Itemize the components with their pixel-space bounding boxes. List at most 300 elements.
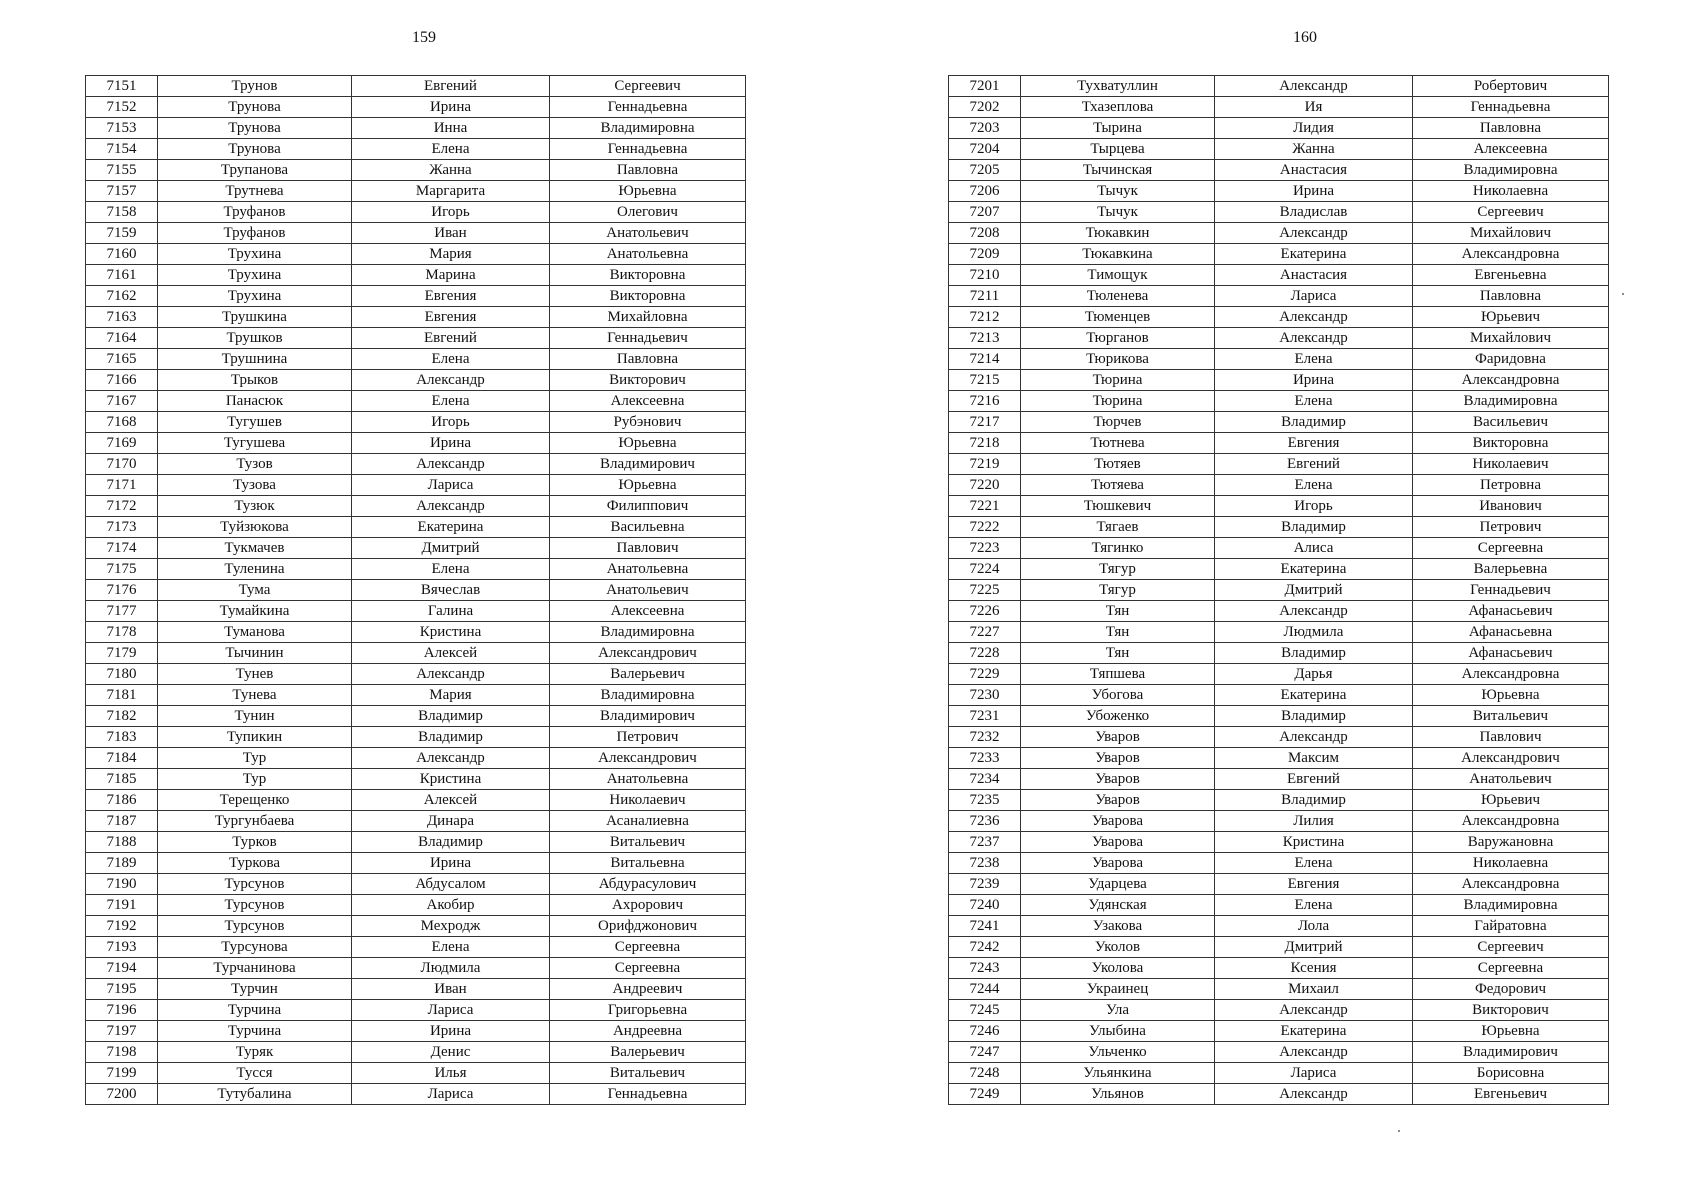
cell-number: 7217 (949, 412, 1021, 433)
cell-number: 7186 (86, 790, 158, 811)
cell-number: 7209 (949, 244, 1021, 265)
cell-given-name: Людмила (352, 958, 550, 979)
cell-surname: Тягаев (1021, 517, 1215, 538)
cell-surname: Туленина (158, 559, 352, 580)
table-row (86, 223, 746, 244)
table-row (86, 769, 746, 790)
cell-given-name: Лариса (1215, 286, 1413, 307)
cell-patronymic: Иванович (1413, 496, 1609, 517)
cell-given-name: Ирина (352, 97, 550, 118)
cell-given-name: Екатерина (1215, 559, 1413, 580)
cell-patronymic: Петрович (1413, 517, 1609, 538)
cell-given-name: Евгений (352, 328, 550, 349)
cell-number: 7207 (949, 202, 1021, 223)
cell-surname: Тимощук (1021, 265, 1215, 286)
table-row (86, 937, 746, 958)
cell-patronymic: Сергеевич (550, 76, 746, 97)
cell-given-name: Елена (1215, 475, 1413, 496)
cell-given-name: Галина (352, 601, 550, 622)
cell-number: 7160 (86, 244, 158, 265)
cell-number: 7203 (949, 118, 1021, 139)
cell-surname: Труфанов (158, 223, 352, 244)
cell-surname: Ульянов (1021, 1084, 1215, 1105)
cell-surname: Турчин (158, 979, 352, 1000)
cell-number: 7197 (86, 1021, 158, 1042)
cell-given-name: Ксения (1215, 958, 1413, 979)
cell-patronymic: Витальевич (1413, 706, 1609, 727)
table-row (86, 748, 746, 769)
cell-surname: Трунов (158, 76, 352, 97)
table-row (949, 160, 1609, 181)
cell-given-name: Маргарита (352, 181, 550, 202)
cell-number: 7154 (86, 139, 158, 160)
cell-patronymic: Борисовна (1413, 1063, 1609, 1084)
cell-number: 7158 (86, 202, 158, 223)
cell-number: 7168 (86, 412, 158, 433)
cell-patronymic: Юрьевна (1413, 685, 1609, 706)
cell-surname: Тюменцев (1021, 307, 1215, 328)
cell-surname: Тума (158, 580, 352, 601)
cell-patronymic: Павловна (550, 160, 746, 181)
cell-surname: Уколов (1021, 937, 1215, 958)
cell-patronymic: Алексеевна (1413, 139, 1609, 160)
cell-number: 7246 (949, 1021, 1021, 1042)
cell-given-name: Александр (352, 370, 550, 391)
cell-surname: Тюкавкин (1021, 223, 1215, 244)
cell-patronymic: Валерьевич (550, 664, 746, 685)
cell-surname: Тюленева (1021, 286, 1215, 307)
cell-patronymic: Александровна (1413, 370, 1609, 391)
cell-number: 7165 (86, 349, 158, 370)
cell-surname: Тюрикова (1021, 349, 1215, 370)
cell-surname: Уварова (1021, 832, 1215, 853)
cell-given-name: Екатерина (1215, 244, 1413, 265)
cell-number: 7166 (86, 370, 158, 391)
table-row (86, 664, 746, 685)
table-row (86, 244, 746, 265)
cell-surname: Трухина (158, 244, 352, 265)
cell-given-name: Елена (1215, 391, 1413, 412)
cell-surname: Тукмачев (158, 538, 352, 559)
cell-given-name: Елена (352, 559, 550, 580)
table-row (86, 1000, 746, 1021)
cell-number: 7226 (949, 601, 1021, 622)
cell-given-name: Акобир (352, 895, 550, 916)
cell-patronymic: Робертович (1413, 76, 1609, 97)
table-row (86, 790, 746, 811)
cell-surname: Уварова (1021, 811, 1215, 832)
table-row (949, 223, 1609, 244)
cell-given-name: Екатерина (1215, 1021, 1413, 1042)
cell-number: 7180 (86, 664, 158, 685)
cell-surname: Тычинин (158, 643, 352, 664)
cell-number: 7247 (949, 1042, 1021, 1063)
table-row (949, 622, 1609, 643)
cell-given-name: Дмитрий (1215, 937, 1413, 958)
cell-number: 7181 (86, 685, 158, 706)
table-row (949, 307, 1609, 328)
cell-given-name: Анастасия (1215, 160, 1413, 181)
cell-number: 7229 (949, 664, 1021, 685)
cell-surname: Тычук (1021, 181, 1215, 202)
roster-table-body (86, 76, 746, 1105)
cell-given-name: Лариса (352, 1084, 550, 1105)
cell-patronymic: Геннадьевна (550, 1084, 746, 1105)
cell-number: 7237 (949, 832, 1021, 853)
table-row (86, 286, 746, 307)
cell-number: 7173 (86, 517, 158, 538)
cell-surname: Тырина (1021, 118, 1215, 139)
cell-surname: Тюкавкина (1021, 244, 1215, 265)
cell-surname: Тутубалина (158, 1084, 352, 1105)
cell-number: 7192 (86, 916, 158, 937)
cell-given-name: Александр (1215, 76, 1413, 97)
cell-patronymic: Олегович (550, 202, 746, 223)
cell-number: 7194 (86, 958, 158, 979)
cell-number: 7187 (86, 811, 158, 832)
cell-number: 7189 (86, 853, 158, 874)
cell-number: 7155 (86, 160, 158, 181)
cell-number: 7153 (86, 118, 158, 139)
cell-surname: Убоженко (1021, 706, 1215, 727)
cell-patronymic: Афанасьевич (1413, 643, 1609, 664)
cell-surname: Трухина (158, 286, 352, 307)
cell-given-name: Александр (352, 454, 550, 475)
cell-given-name: Александр (1215, 328, 1413, 349)
cell-given-name: Кристина (352, 769, 550, 790)
cell-patronymic: Васильевич (1413, 412, 1609, 433)
cell-surname: Тузюк (158, 496, 352, 517)
cell-patronymic: Павловна (550, 349, 746, 370)
table-row (86, 601, 746, 622)
cell-patronymic: Варужановна (1413, 832, 1609, 853)
cell-patronymic: Юрьевна (550, 181, 746, 202)
cell-surname: Тюшкевич (1021, 496, 1215, 517)
cell-surname: Турчанинова (158, 958, 352, 979)
cell-number: 7233 (949, 748, 1021, 769)
cell-given-name: Евгений (1215, 454, 1413, 475)
table-row (86, 475, 746, 496)
cell-number: 7241 (949, 916, 1021, 937)
cell-number: 7167 (86, 391, 158, 412)
table-row (86, 349, 746, 370)
cell-number: 7242 (949, 937, 1021, 958)
cell-given-name: Евгения (352, 286, 550, 307)
cell-patronymic: Витальевна (550, 853, 746, 874)
cell-number: 7172 (86, 496, 158, 517)
cell-number: 7163 (86, 307, 158, 328)
cell-surname: Трунова (158, 118, 352, 139)
cell-surname: Ула (1021, 1000, 1215, 1021)
table-row (949, 496, 1609, 517)
table-row (86, 517, 746, 538)
cell-patronymic: Евгеньевна (1413, 265, 1609, 286)
cell-number: 7244 (949, 979, 1021, 1000)
cell-surname: Тур (158, 769, 352, 790)
cell-surname: Тугушева (158, 433, 352, 454)
cell-patronymic: Викторович (550, 370, 746, 391)
cell-patronymic: Юрьевич (1413, 790, 1609, 811)
cell-patronymic: Павлович (550, 538, 746, 559)
cell-number: 7208 (949, 223, 1021, 244)
cell-number: 7248 (949, 1063, 1021, 1084)
table-row (949, 706, 1609, 727)
cell-surname: Тюрина (1021, 370, 1215, 391)
cell-patronymic: Александрович (550, 643, 746, 664)
cell-surname: Тугушев (158, 412, 352, 433)
table-row (949, 874, 1609, 895)
cell-surname: Ульянкина (1021, 1063, 1215, 1084)
cell-given-name: Александр (1215, 307, 1413, 328)
table-row (949, 643, 1609, 664)
cell-given-name: Александр (1215, 1000, 1413, 1021)
table-row (949, 517, 1609, 538)
page-number: 160 (1293, 29, 1317, 46)
cell-surname: Уваров (1021, 769, 1215, 790)
cell-given-name: Людмила (1215, 622, 1413, 643)
cell-patronymic: Сергеевна (550, 958, 746, 979)
cell-patronymic: Васильевна (550, 517, 746, 538)
cell-patronymic: Евгеньевич (1413, 1084, 1609, 1105)
cell-number: 7215 (949, 370, 1021, 391)
cell-given-name: Ирина (352, 853, 550, 874)
table-row (949, 979, 1609, 1000)
cell-surname: Тунин (158, 706, 352, 727)
cell-patronymic: Павлович (1413, 727, 1609, 748)
cell-patronymic: Валерьевна (1413, 559, 1609, 580)
cell-given-name: Анастасия (1215, 265, 1413, 286)
cell-number: 7175 (86, 559, 158, 580)
cell-given-name: Александр (1215, 727, 1413, 748)
table-row (949, 244, 1609, 265)
cell-number: 7176 (86, 580, 158, 601)
cell-patronymic: Николаевна (1413, 853, 1609, 874)
cell-number: 7179 (86, 643, 158, 664)
cell-patronymic: Афанасьевна (1413, 622, 1609, 643)
cell-number: 7222 (949, 517, 1021, 538)
cell-given-name: Владимир (1215, 643, 1413, 664)
cell-surname: Тягур (1021, 559, 1215, 580)
cell-given-name: Ирина (1215, 181, 1413, 202)
table-row (949, 1000, 1609, 1021)
cell-number: 7162 (86, 286, 158, 307)
cell-surname: Тургунбаева (158, 811, 352, 832)
cell-number: 7232 (949, 727, 1021, 748)
table-row (86, 874, 746, 895)
cell-patronymic: Сергеевна (550, 937, 746, 958)
cell-given-name: Игорь (352, 202, 550, 223)
cell-surname: Ударцева (1021, 874, 1215, 895)
table-row (949, 1063, 1609, 1084)
cell-patronymic: Витальевич (550, 1063, 746, 1084)
cell-surname: Удянская (1021, 895, 1215, 916)
table-row (86, 97, 746, 118)
table-row (86, 202, 746, 223)
cell-given-name: Денис (352, 1042, 550, 1063)
table-row (86, 370, 746, 391)
cell-number: 7196 (86, 1000, 158, 1021)
cell-surname: Тунева (158, 685, 352, 706)
cell-surname: Тютяева (1021, 475, 1215, 496)
cell-patronymic: Владимирович (1413, 1042, 1609, 1063)
cell-surname: Трунова (158, 97, 352, 118)
cell-patronymic: Юрьевна (1413, 1021, 1609, 1042)
cell-patronymic: Павловна (1413, 118, 1609, 139)
cell-patronymic: Алексеевна (550, 601, 746, 622)
cell-given-name: Ирина (352, 433, 550, 454)
cell-number: 7238 (949, 853, 1021, 874)
table-row (86, 706, 746, 727)
cell-given-name: Евгения (352, 307, 550, 328)
cell-given-name: Дмитрий (1215, 580, 1413, 601)
cell-given-name: Лариса (1215, 1063, 1413, 1084)
cell-given-name: Александр (352, 748, 550, 769)
cell-given-name: Дмитрий (352, 538, 550, 559)
cell-patronymic: Геннадьевна (550, 97, 746, 118)
cell-patronymic: Анатольевич (1413, 769, 1609, 790)
table-row (86, 832, 746, 853)
cell-given-name: Ия (1215, 97, 1413, 118)
table-row (86, 811, 746, 832)
cell-surname: Тычинская (1021, 160, 1215, 181)
cell-number: 7249 (949, 1084, 1021, 1105)
cell-patronymic: Викторович (1413, 1000, 1609, 1021)
cell-surname: Турчина (158, 1000, 352, 1021)
scan-speck (1622, 293, 1624, 295)
table-row (86, 580, 746, 601)
cell-given-name: Елена (352, 391, 550, 412)
cell-number: 7164 (86, 328, 158, 349)
cell-given-name: Мария (352, 685, 550, 706)
table-row (949, 265, 1609, 286)
cell-given-name: Иван (352, 223, 550, 244)
table-row (86, 643, 746, 664)
table-row (949, 97, 1609, 118)
cell-patronymic: Александрович (1413, 748, 1609, 769)
table-row (949, 832, 1609, 853)
table-row (86, 76, 746, 97)
cell-number: 7245 (949, 1000, 1021, 1021)
table-row (949, 454, 1609, 475)
table-row (86, 559, 746, 580)
cell-patronymic: Сергеевна (1413, 958, 1609, 979)
cell-surname: Трупанова (158, 160, 352, 181)
cell-number: 7228 (949, 643, 1021, 664)
cell-number: 7195 (86, 979, 158, 1000)
cell-surname: Тычук (1021, 202, 1215, 223)
cell-patronymic: Геннадьевич (550, 328, 746, 349)
cell-surname: Трушнина (158, 349, 352, 370)
table-row (86, 538, 746, 559)
table-row (949, 1084, 1609, 1105)
cell-number: 7188 (86, 832, 158, 853)
cell-surname: Панасюк (158, 391, 352, 412)
cell-given-name: Александр (1215, 601, 1413, 622)
cell-patronymic: Филиппович (550, 496, 746, 517)
cell-patronymic: Владимирович (550, 706, 746, 727)
table-row (86, 265, 746, 286)
cell-given-name: Владимир (352, 832, 550, 853)
roster-table (948, 75, 1609, 1105)
cell-number: 7202 (949, 97, 1021, 118)
cell-number: 7199 (86, 1063, 158, 1084)
cell-number: 7236 (949, 811, 1021, 832)
cell-number: 7240 (949, 895, 1021, 916)
cell-given-name: Динара (352, 811, 550, 832)
cell-patronymic: Петровна (1413, 475, 1609, 496)
cell-surname: Убогова (1021, 685, 1215, 706)
cell-number: 7223 (949, 538, 1021, 559)
table-row (949, 790, 1609, 811)
table-row (86, 958, 746, 979)
cell-number: 7177 (86, 601, 158, 622)
table-row (949, 433, 1609, 454)
cell-given-name: Мехродж (352, 916, 550, 937)
cell-surname: Тусся (158, 1063, 352, 1084)
cell-surname: Турсунов (158, 895, 352, 916)
cell-given-name: Алексей (352, 643, 550, 664)
table-row (86, 1084, 746, 1105)
table-row (949, 391, 1609, 412)
right-page (849, 0, 1698, 1200)
table-row (949, 202, 1609, 223)
table-row (949, 559, 1609, 580)
cell-patronymic: Алексеевна (550, 391, 746, 412)
table-row (949, 601, 1609, 622)
cell-number: 7201 (949, 76, 1021, 97)
table-row (949, 118, 1609, 139)
cell-number: 7227 (949, 622, 1021, 643)
cell-given-name: Лола (1215, 916, 1413, 937)
cell-number: 7184 (86, 748, 158, 769)
cell-patronymic: Сергеевич (1413, 202, 1609, 223)
cell-given-name: Лилия (1215, 811, 1413, 832)
cell-surname: Тян (1021, 601, 1215, 622)
scan-speck (1398, 1130, 1400, 1132)
cell-given-name: Игорь (1215, 496, 1413, 517)
cell-number: 7211 (949, 286, 1021, 307)
cell-given-name: Инна (352, 118, 550, 139)
table-row (949, 181, 1609, 202)
cell-given-name: Александр (1215, 1084, 1413, 1105)
cell-patronymic: Михайлович (1413, 223, 1609, 244)
table-row (86, 433, 746, 454)
cell-given-name: Кристина (1215, 832, 1413, 853)
cell-given-name: Евгения (1215, 874, 1413, 895)
table-row (86, 895, 746, 916)
cell-number: 7159 (86, 223, 158, 244)
cell-given-name: Александр (352, 664, 550, 685)
cell-surname: Тягинко (1021, 538, 1215, 559)
cell-patronymic: Викторовна (550, 265, 746, 286)
cell-surname: Уваров (1021, 790, 1215, 811)
cell-patronymic: Владимировна (550, 685, 746, 706)
cell-patronymic: Сергеевич (1413, 937, 1609, 958)
table-row (949, 811, 1609, 832)
cell-given-name: Марина (352, 265, 550, 286)
cell-given-name: Елена (352, 937, 550, 958)
table-row (949, 580, 1609, 601)
cell-surname: Трунова (158, 139, 352, 160)
cell-patronymic: Геннадьевич (1413, 580, 1609, 601)
cell-number: 7161 (86, 265, 158, 286)
cell-given-name: Александр (1215, 1042, 1413, 1063)
cell-patronymic: Григорьевна (550, 1000, 746, 1021)
cell-given-name: Евгений (1215, 769, 1413, 790)
cell-given-name: Лидия (1215, 118, 1413, 139)
cell-surname: Уваров (1021, 748, 1215, 769)
cell-patronymic: Михайлович (1413, 328, 1609, 349)
